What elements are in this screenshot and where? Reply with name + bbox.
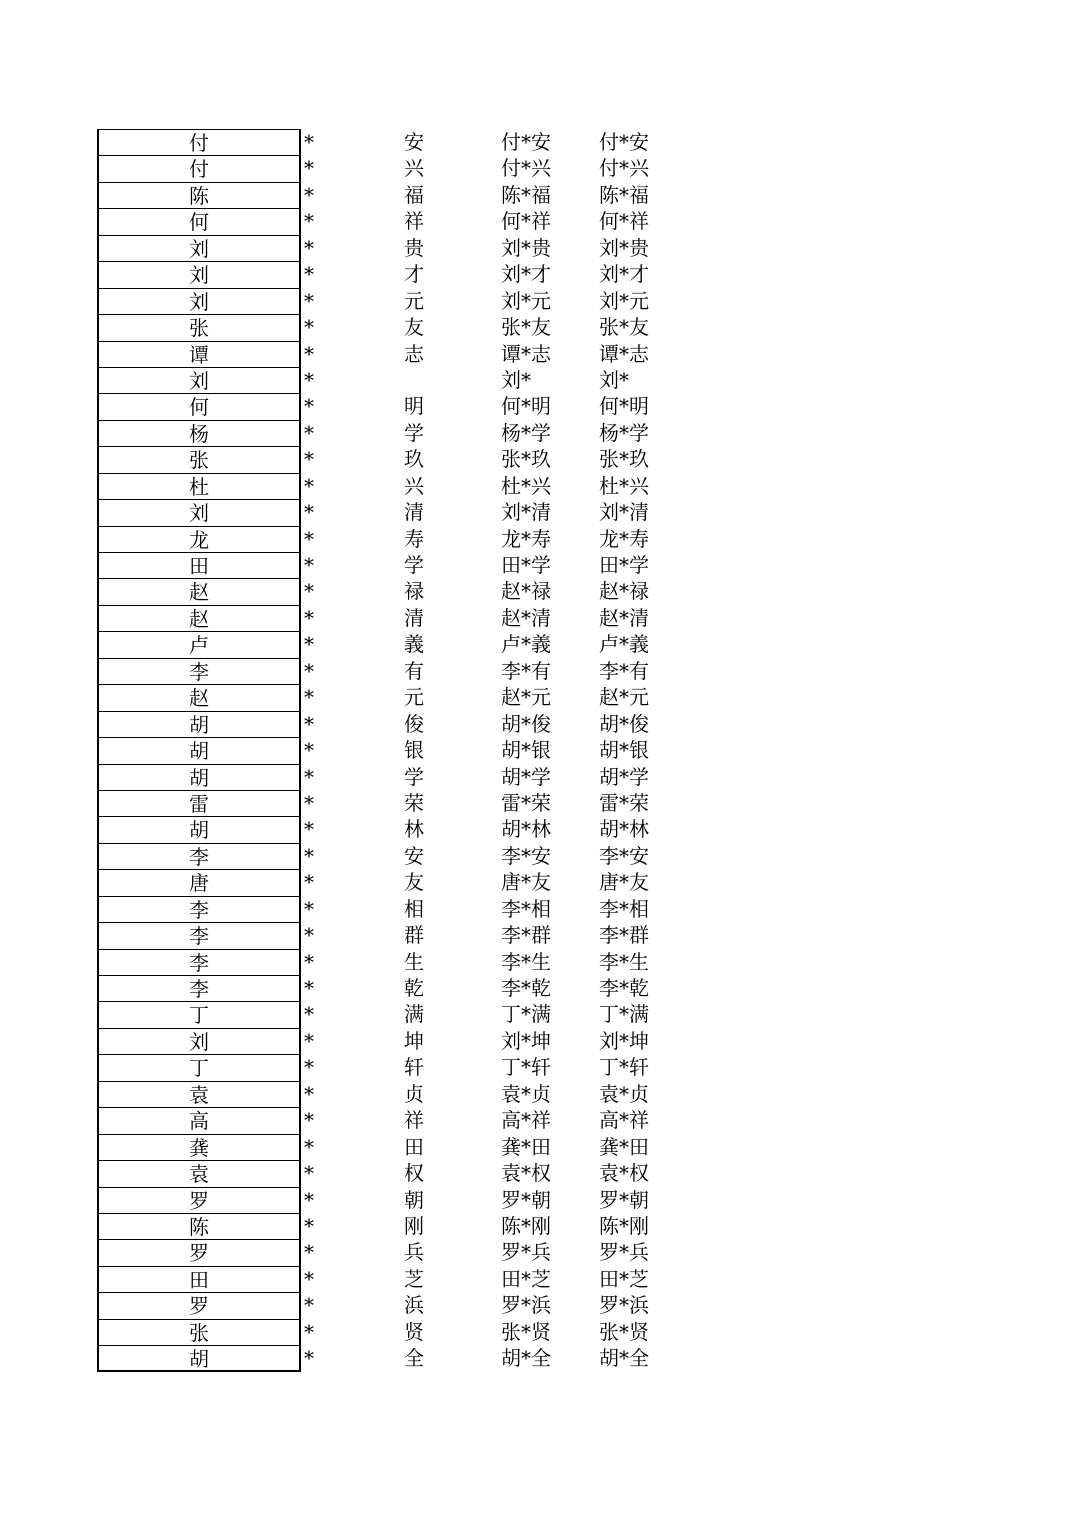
surname-cell: 张 (97, 1319, 301, 1345)
surname-cell: 付 (97, 129, 301, 155)
given-name-cell: 相 (404, 896, 424, 921)
masked-name-cell: 卢*義 (501, 632, 551, 657)
table-row (0, 526, 1074, 552)
surname-cell: 张 (97, 314, 301, 340)
given-name-cell: 群 (404, 923, 424, 948)
masked-name-copy-cell: 付*安 (599, 130, 649, 154)
given-name-cell: 贵 (404, 235, 424, 260)
table-row (0, 737, 1074, 763)
masked-name-cell: 付*兴 (501, 156, 551, 181)
mask-cell: * (304, 367, 314, 392)
mask-cell: * (304, 473, 314, 498)
table-row (0, 896, 1074, 922)
given-name-cell: 祥 (404, 1108, 424, 1133)
table-row (0, 208, 1074, 234)
given-name-cell: 贤 (404, 1319, 424, 1344)
masked-name-copy-cell: 罗*浜 (599, 1293, 649, 1318)
surname-cell: 谭 (97, 341, 301, 367)
surname-cell: 胡 (97, 737, 301, 763)
masked-name-copy-cell: 袁*权 (599, 1161, 649, 1186)
given-name-cell: 俊 (404, 711, 424, 736)
masked-name-cell: 赵*禄 (501, 579, 551, 604)
masked-name-cell: 田*芝 (501, 1266, 551, 1291)
mask-cell: * (304, 288, 314, 313)
masked-name-cell: 胡*银 (501, 738, 551, 763)
surname-cell: 陈 (97, 182, 301, 208)
mask-cell: * (304, 1161, 314, 1186)
mask-cell: * (304, 685, 314, 710)
masked-name-copy-cell: 袁*贞 (599, 1081, 649, 1106)
given-name-cell: 全 (404, 1346, 424, 1371)
masked-name-cell: 雷*荣 (501, 790, 551, 815)
masked-name-copy-cell: 田*芝 (599, 1266, 649, 1291)
mask-cell: * (304, 949, 314, 974)
masked-name-cell: 丁*轩 (501, 1055, 551, 1080)
masked-name-cell: 李*生 (501, 949, 551, 974)
table-row (0, 1266, 1074, 1292)
masked-name-copy-cell: 陈*刚 (599, 1213, 649, 1238)
given-name-cell: 安 (404, 843, 424, 868)
surname-cell: 丁 (97, 1001, 301, 1027)
masked-name-cell: 刘* (501, 367, 531, 392)
masked-name-cell: 龚*田 (501, 1134, 551, 1159)
surname-cell: 丁 (97, 1054, 301, 1080)
surname-cell: 何 (97, 208, 301, 234)
given-name-cell: 友 (404, 315, 424, 340)
given-name-cell: 兴 (404, 473, 424, 498)
given-name-cell: 義 (404, 632, 424, 657)
table-row (0, 129, 1074, 155)
table-row (0, 1107, 1074, 1133)
mask-cell: * (304, 605, 314, 630)
mask-cell: * (304, 235, 314, 260)
masked-name-cell: 罗*朝 (501, 1187, 551, 1212)
masked-name-copy-cell: 胡*俊 (599, 711, 649, 736)
masked-name-cell: 杜*兴 (501, 473, 551, 498)
masked-name-cell: 罗*兵 (501, 1240, 551, 1265)
given-name-cell: 兴 (404, 156, 424, 181)
mask-cell: * (304, 1293, 314, 1318)
table-row (0, 869, 1074, 895)
surname-cell: 高 (97, 1107, 301, 1133)
given-name-cell: 刚 (404, 1213, 424, 1238)
mask-cell: * (304, 790, 314, 815)
given-name-cell: 清 (404, 500, 424, 525)
table-row (0, 1028, 1074, 1054)
masked-name-copy-cell: 付*兴 (599, 156, 649, 181)
table-row (0, 949, 1074, 975)
masked-name-copy-cell: 李*相 (599, 896, 649, 921)
masked-name-cell: 李*有 (501, 658, 551, 683)
given-name-cell (404, 367, 434, 393)
mask-cell: * (304, 1002, 314, 1027)
given-name-cell: 学 (404, 553, 424, 577)
surname-cell: 卢 (97, 631, 301, 657)
masked-name-copy-cell: 唐*友 (599, 870, 649, 895)
mask-cell: * (304, 341, 314, 366)
masked-name-cell: 何*祥 (501, 209, 551, 234)
table-row (0, 658, 1074, 684)
table-row (0, 393, 1074, 419)
given-name-cell: 乾 (404, 976, 424, 1000)
masked-name-copy-cell: 杨*学 (599, 420, 649, 445)
masked-name-cell: 胡*全 (501, 1346, 551, 1371)
table-row (0, 473, 1074, 499)
masked-name-copy-cell: 杜*兴 (599, 473, 649, 498)
table-row (0, 1239, 1074, 1265)
masked-name-cell: 李*相 (501, 896, 551, 921)
masked-name-cell: 袁*贞 (501, 1081, 551, 1106)
table-row (0, 1345, 1074, 1371)
given-name-cell: 田 (404, 1134, 424, 1159)
mask-cell: * (304, 579, 314, 604)
masked-name-copy-cell: 刘*坤 (599, 1028, 649, 1053)
masked-name-copy-cell: 胡*学 (599, 764, 649, 789)
given-name-cell: 芝 (404, 1266, 424, 1291)
given-name-cell: 明 (404, 394, 424, 419)
masked-name-copy-cell: 李*群 (599, 923, 649, 948)
masked-name-cell: 刘*才 (501, 262, 551, 287)
given-name-cell: 坤 (404, 1028, 424, 1053)
table-row (0, 499, 1074, 525)
given-name-cell: 志 (404, 341, 424, 366)
mask-cell: * (304, 1213, 314, 1238)
surname-cell: 龙 (97, 526, 301, 552)
table-row (0, 420, 1074, 446)
surname-cell: 李 (97, 922, 301, 948)
surname-cell: 杜 (97, 473, 301, 499)
surname-cell: 刘 (97, 235, 301, 261)
surname-cell: 袁 (97, 1160, 301, 1186)
surname-cell: 胡 (97, 816, 301, 842)
given-name-cell: 元 (404, 288, 424, 313)
mask-cell: * (304, 209, 314, 234)
masked-name-cell: 付*安 (501, 130, 551, 154)
masked-name-copy-cell: 田*学 (599, 553, 649, 577)
surname-cell: 张 (97, 446, 301, 472)
masked-name-cell: 赵*元 (501, 685, 551, 710)
surname-cell: 田 (97, 552, 301, 578)
surname-cell: 何 (97, 393, 301, 419)
given-name-cell: 林 (404, 817, 424, 842)
masked-name-cell: 陈*刚 (501, 1213, 551, 1238)
masked-name-copy-cell: 赵*元 (599, 685, 649, 710)
masked-name-cell: 胡*林 (501, 817, 551, 842)
masked-name-cell: 刘*清 (501, 500, 551, 525)
masked-name-copy-cell: 李*安 (599, 843, 649, 868)
given-name-cell: 朝 (404, 1187, 424, 1212)
table-row (0, 922, 1074, 948)
table-row (0, 816, 1074, 842)
surname-cell: 李 (97, 949, 301, 975)
table-row (0, 975, 1074, 1001)
masked-name-copy-cell: 张*贤 (599, 1319, 649, 1344)
table-row (0, 446, 1074, 472)
masked-name-copy-cell: 李*生 (599, 949, 649, 974)
table-row (0, 578, 1074, 604)
masked-name-cell: 高*祥 (501, 1108, 551, 1133)
masked-name-copy-cell: 刘*元 (599, 288, 649, 313)
table-row (0, 235, 1074, 261)
table-row (0, 1319, 1074, 1345)
masked-name-copy-cell: 胡*林 (599, 817, 649, 842)
table-row (0, 605, 1074, 631)
mask-cell: * (304, 1134, 314, 1159)
masked-name-copy-cell: 丁*满 (599, 1002, 649, 1027)
masked-name-cell: 唐*友 (501, 870, 551, 895)
masked-name-copy-cell: 龚*田 (599, 1134, 649, 1159)
table-row (0, 843, 1074, 869)
mask-cell: * (304, 182, 314, 207)
masked-name-cell: 李*群 (501, 923, 551, 948)
given-name-cell: 才 (404, 262, 424, 287)
masked-name-cell: 杨*学 (501, 420, 551, 445)
masked-name-copy-cell: 何*明 (599, 394, 649, 419)
mask-cell: * (304, 738, 314, 763)
masked-name-copy-cell: 龙*寿 (599, 526, 649, 551)
masked-name-cell: 谭*志 (501, 341, 551, 366)
masked-name-cell: 张*贤 (501, 1319, 551, 1344)
masked-name-cell: 刘*坤 (501, 1028, 551, 1053)
masked-name-copy-cell: 丁*轩 (599, 1055, 649, 1080)
masked-name-copy-cell: 谭*志 (599, 341, 649, 366)
masked-name-copy-cell: 张*玖 (599, 447, 649, 472)
table-row (0, 1160, 1074, 1186)
masked-name-copy-cell: 李*有 (599, 658, 649, 683)
surname-cell: 赵 (97, 578, 301, 604)
surname-cell: 唐 (97, 869, 301, 895)
table-row (0, 367, 1074, 393)
mask-cell: * (304, 923, 314, 948)
surname-cell: 陈 (97, 1213, 301, 1239)
mask-cell: * (304, 1346, 314, 1371)
masked-name-copy-cell: 张*友 (599, 315, 649, 340)
mask-cell: * (304, 262, 314, 287)
surname-cell: 龚 (97, 1134, 301, 1160)
masked-name-copy-cell: 陈*福 (599, 182, 649, 207)
masked-name-copy-cell: 何*祥 (599, 209, 649, 234)
mask-cell: * (304, 526, 314, 551)
mask-cell: * (304, 1319, 314, 1344)
mask-cell: * (304, 1240, 314, 1265)
given-name-cell: 荣 (404, 790, 424, 815)
mask-cell: * (304, 1081, 314, 1106)
masked-name-copy-cell: 高*祥 (599, 1108, 649, 1133)
surname-cell: 李 (97, 896, 301, 922)
surname-cell: 胡 (97, 711, 301, 737)
given-name-cell: 寿 (404, 526, 424, 551)
given-name-cell: 生 (404, 949, 424, 974)
masked-name-cell: 赵*清 (501, 605, 551, 630)
surname-cell: 罗 (97, 1239, 301, 1265)
mask-cell: * (304, 553, 314, 577)
given-name-cell: 贞 (404, 1081, 424, 1106)
surname-cell: 李 (97, 843, 301, 869)
given-name-cell: 元 (404, 685, 424, 710)
given-name-cell: 权 (404, 1161, 424, 1186)
masked-name-cell: 李*乾 (501, 976, 551, 1000)
given-name-cell: 玖 (404, 447, 424, 472)
masked-name-copy-cell: 李*乾 (599, 976, 649, 1000)
masked-name-copy-cell: 罗*朝 (599, 1187, 649, 1212)
mask-cell: * (304, 1028, 314, 1053)
mask-cell: * (304, 896, 314, 921)
masked-name-copy-cell: 刘*清 (599, 500, 649, 525)
table-row (0, 684, 1074, 710)
mask-cell: * (304, 764, 314, 789)
surname-cell: 罗 (97, 1187, 301, 1213)
given-name-cell: 学 (404, 764, 424, 789)
masked-name-copy-cell: 雷*荣 (599, 790, 649, 815)
given-name-cell: 友 (404, 870, 424, 895)
masked-name-cell: 龙*寿 (501, 526, 551, 551)
given-name-cell: 禄 (404, 579, 424, 604)
masked-name-copy-cell: 罗*兵 (599, 1240, 649, 1265)
masked-name-cell: 胡*学 (501, 764, 551, 789)
masked-name-copy-cell: 刘* (599, 367, 629, 392)
given-name-cell: 兵 (404, 1240, 424, 1265)
surname-cell: 雷 (97, 790, 301, 816)
given-name-cell: 有 (404, 658, 424, 683)
table-row (0, 155, 1074, 181)
masked-name-cell: 刘*贵 (501, 235, 551, 260)
masked-name-cell: 田*学 (501, 553, 551, 577)
mask-cell: * (304, 1055, 314, 1080)
masked-name-copy-cell: 刘*贵 (599, 235, 649, 260)
table-row (0, 1081, 1074, 1107)
table-row (0, 1213, 1074, 1239)
surname-cell: 田 (97, 1266, 301, 1292)
given-name-cell: 轩 (404, 1055, 424, 1080)
given-name-cell: 学 (404, 420, 424, 445)
masked-name-cell: 张*友 (501, 315, 551, 340)
table-row (0, 341, 1074, 367)
given-name-cell: 安 (404, 130, 424, 154)
surname-cell: 刘 (97, 1028, 301, 1054)
table-row (0, 1292, 1074, 1318)
given-name-cell: 清 (404, 605, 424, 630)
table-row (0, 711, 1074, 737)
surname-cell: 刘 (97, 261, 301, 287)
surname-cell: 胡 (97, 764, 301, 790)
table-row (0, 182, 1074, 208)
table-row (0, 314, 1074, 340)
surname-cell: 赵 (97, 684, 301, 710)
table-row (0, 631, 1074, 657)
surname-cell: 李 (97, 975, 301, 1001)
masked-name-cell: 何*明 (501, 394, 551, 419)
mask-cell: * (304, 130, 314, 154)
masked-name-copy-cell: 卢*義 (599, 632, 649, 657)
mask-cell: * (304, 394, 314, 419)
table-row (0, 1054, 1074, 1080)
masked-name-cell: 罗*浜 (501, 1293, 551, 1318)
table-row (0, 1187, 1074, 1213)
masked-name-copy-cell: 胡*全 (599, 1346, 649, 1371)
surname-cell: 李 (97, 658, 301, 684)
mask-cell: * (304, 632, 314, 657)
given-name-cell: 满 (404, 1002, 424, 1027)
masked-name-copy-cell: 胡*银 (599, 738, 649, 763)
mask-cell: * (304, 1187, 314, 1212)
mask-cell: * (304, 843, 314, 868)
mask-cell: * (304, 315, 314, 340)
table-row (0, 1134, 1074, 1160)
masked-name-cell: 张*玖 (501, 447, 551, 472)
surname-cell: 胡 (97, 1345, 301, 1371)
mask-cell: * (304, 500, 314, 525)
mask-cell: * (304, 156, 314, 181)
table-row (0, 790, 1074, 816)
table-row (0, 764, 1074, 790)
masked-name-copy-cell: 赵*清 (599, 605, 649, 630)
surname-cell: 刘 (97, 499, 301, 525)
table-row (0, 288, 1074, 314)
surname-cell: 袁 (97, 1081, 301, 1107)
mask-cell: * (304, 976, 314, 1000)
given-name-cell: 银 (404, 738, 424, 763)
masked-name-cell: 刘*元 (501, 288, 551, 313)
masked-name-cell: 袁*权 (501, 1161, 551, 1186)
mask-cell: * (304, 658, 314, 683)
surname-cell: 罗 (97, 1292, 301, 1318)
mask-cell: * (304, 420, 314, 445)
given-name-cell: 浜 (404, 1293, 424, 1318)
mask-cell: * (304, 711, 314, 736)
surname-cell: 付 (97, 155, 301, 181)
mask-cell: * (304, 1108, 314, 1133)
mask-cell: * (304, 817, 314, 842)
masked-name-copy-cell: 赵*禄 (599, 579, 649, 604)
masked-name-copy-cell: 刘*才 (599, 262, 649, 287)
table-row (0, 261, 1074, 287)
given-name-cell: 福 (404, 182, 424, 207)
mask-cell: * (304, 870, 314, 895)
surname-cell: 刘 (97, 288, 301, 314)
table-row (0, 552, 1074, 578)
masked-name-cell: 陈*福 (501, 182, 551, 207)
given-name-cell: 祥 (404, 209, 424, 234)
masked-name-cell: 胡*俊 (501, 711, 551, 736)
surname-cell: 刘 (97, 367, 301, 393)
table-row (0, 1001, 1074, 1027)
masked-name-cell: 丁*满 (501, 1002, 551, 1027)
masked-name-cell: 李*安 (501, 843, 551, 868)
name-sheet (0, 129, 1074, 1372)
mask-cell: * (304, 447, 314, 472)
mask-cell: * (304, 1266, 314, 1291)
surname-cell: 赵 (97, 605, 301, 631)
surname-cell: 杨 (97, 420, 301, 446)
